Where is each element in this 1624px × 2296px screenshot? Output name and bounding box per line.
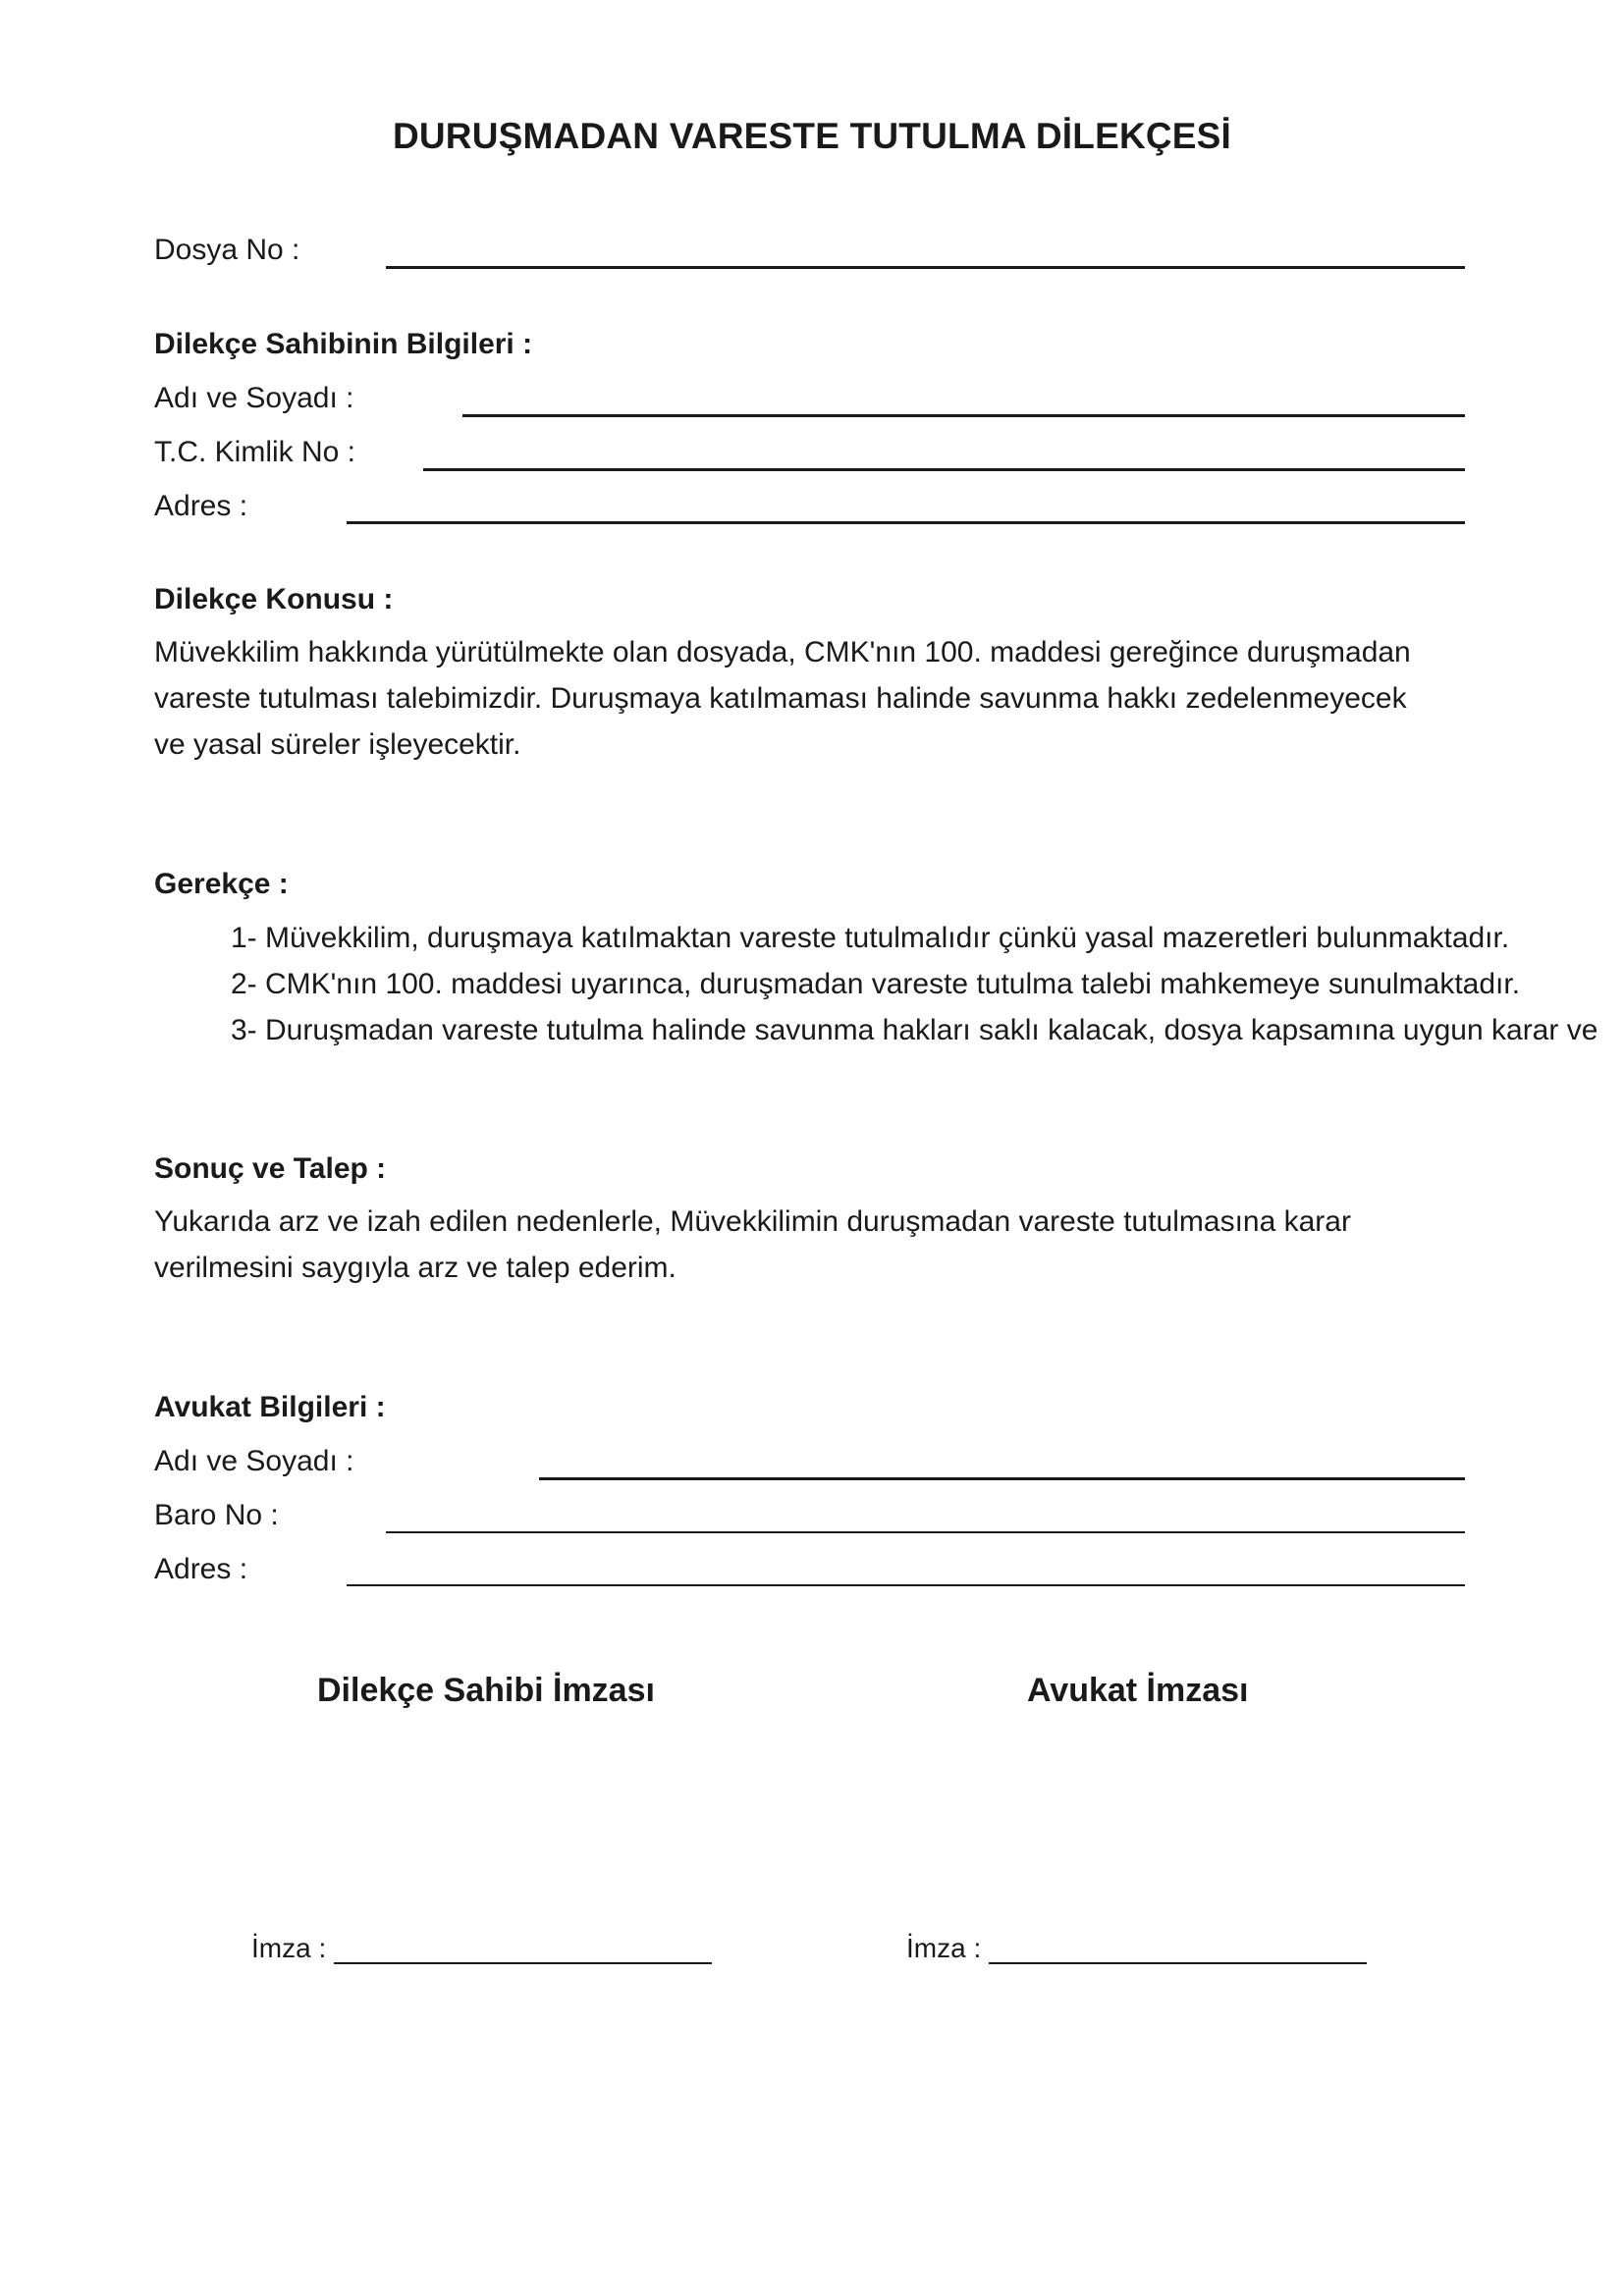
subject-line: vareste tutulması talebimizdir. Duruşmaya katılmaması halinde savunma hakkı zedelenmeyecek [154, 682, 1407, 715]
lawyer-signature-label: İmza : [906, 1933, 982, 1963]
lawyer-bar-no-label: Baro No : [154, 1499, 279, 1531]
petitioner-signature-label: İmza : [251, 1933, 327, 1963]
lawyer-signature-line[interactable] [989, 1962, 1367, 1964]
subject-paragraph [154, 629, 1411, 768]
petitioner-name-field-line[interactable] [462, 414, 1465, 417]
petitioner-signature-title: Dilekçe Sahibi İmzası [317, 1672, 655, 1709]
dosya-no-label: Dosya No : [154, 234, 300, 266]
conclusion-line: verilmesini saygıyla arz ve talep ederim. [154, 1252, 677, 1284]
petitioner-name-label: Adı ve Soyadı : [154, 382, 354, 414]
subject-line: Müvekkilim hakkında yürütülmekte olan dosyada, CMK'nın 100. maddesi gereğince duruşmadan [154, 636, 1411, 668]
lawyer-name-field-line[interactable] [539, 1477, 1465, 1480]
lawyer-address-label: Adres : [154, 1553, 248, 1585]
petitioner-address-field-line[interactable] [347, 521, 1465, 524]
lawyer-info-heading: Avukat Bilgileri : [154, 1391, 386, 1423]
grounds-heading: Gerekçe : [154, 868, 289, 900]
subject-line: ve yasal süreler işleyecektir. [154, 728, 521, 761]
petitioner-signature-line[interactable] [334, 1962, 712, 1964]
petitioner-info-heading: Dilekçe Sahibinin Bilgileri : [154, 328, 533, 360]
conclusion-line: Yukarıda arz ve izah edilen nedenlerle, Müvekkilimin duruşmadan vareste tutulmasına karar [154, 1205, 1351, 1238]
petitioner-tc-field-line[interactable] [423, 468, 1465, 471]
lawyer-signature-title: Avukat İmzası [1027, 1672, 1249, 1709]
subject-heading: Dilekçe Konusu : [154, 583, 394, 615]
lawyer-name-label: Adı ve Soyadı : [154, 1445, 354, 1477]
dosya-no-field-line[interactable] [386, 266, 1465, 269]
conclusion-paragraph [154, 1199, 1351, 1291]
petitioner-address-label: Adres : [154, 490, 248, 522]
grounds-item: 3- Duruşmadan vareste tutulma halinde savunma hakları saklı kalacak, dosya kapsamına uygun karar ve [231, 1014, 1598, 1046]
grounds-item: 1- Müvekkilim, duruşmaya katılmaktan vareste tutulmalıdır çünkü yasal mazeretleri bulunmaktadır. [231, 922, 1510, 954]
lawyer-bar-no-field-line[interactable] [386, 1531, 1465, 1533]
grounds-item: 2- CMK'nın 100. maddesi uyarınca, duruşmadan vareste tutulma talebi mahkemeye sunulmaktadır. [231, 968, 1521, 1000]
petitioner-tc-label: T.C. Kimlik No : [154, 436, 356, 468]
lawyer-address-field-line[interactable] [347, 1584, 1465, 1586]
document-title: DURUŞMADAN VARESTE TUTULMA DİLEKÇESİ [392, 116, 1232, 156]
conclusion-heading: Sonuç ve Talep : [154, 1152, 387, 1185]
grounds-list [231, 915, 1597, 1053]
